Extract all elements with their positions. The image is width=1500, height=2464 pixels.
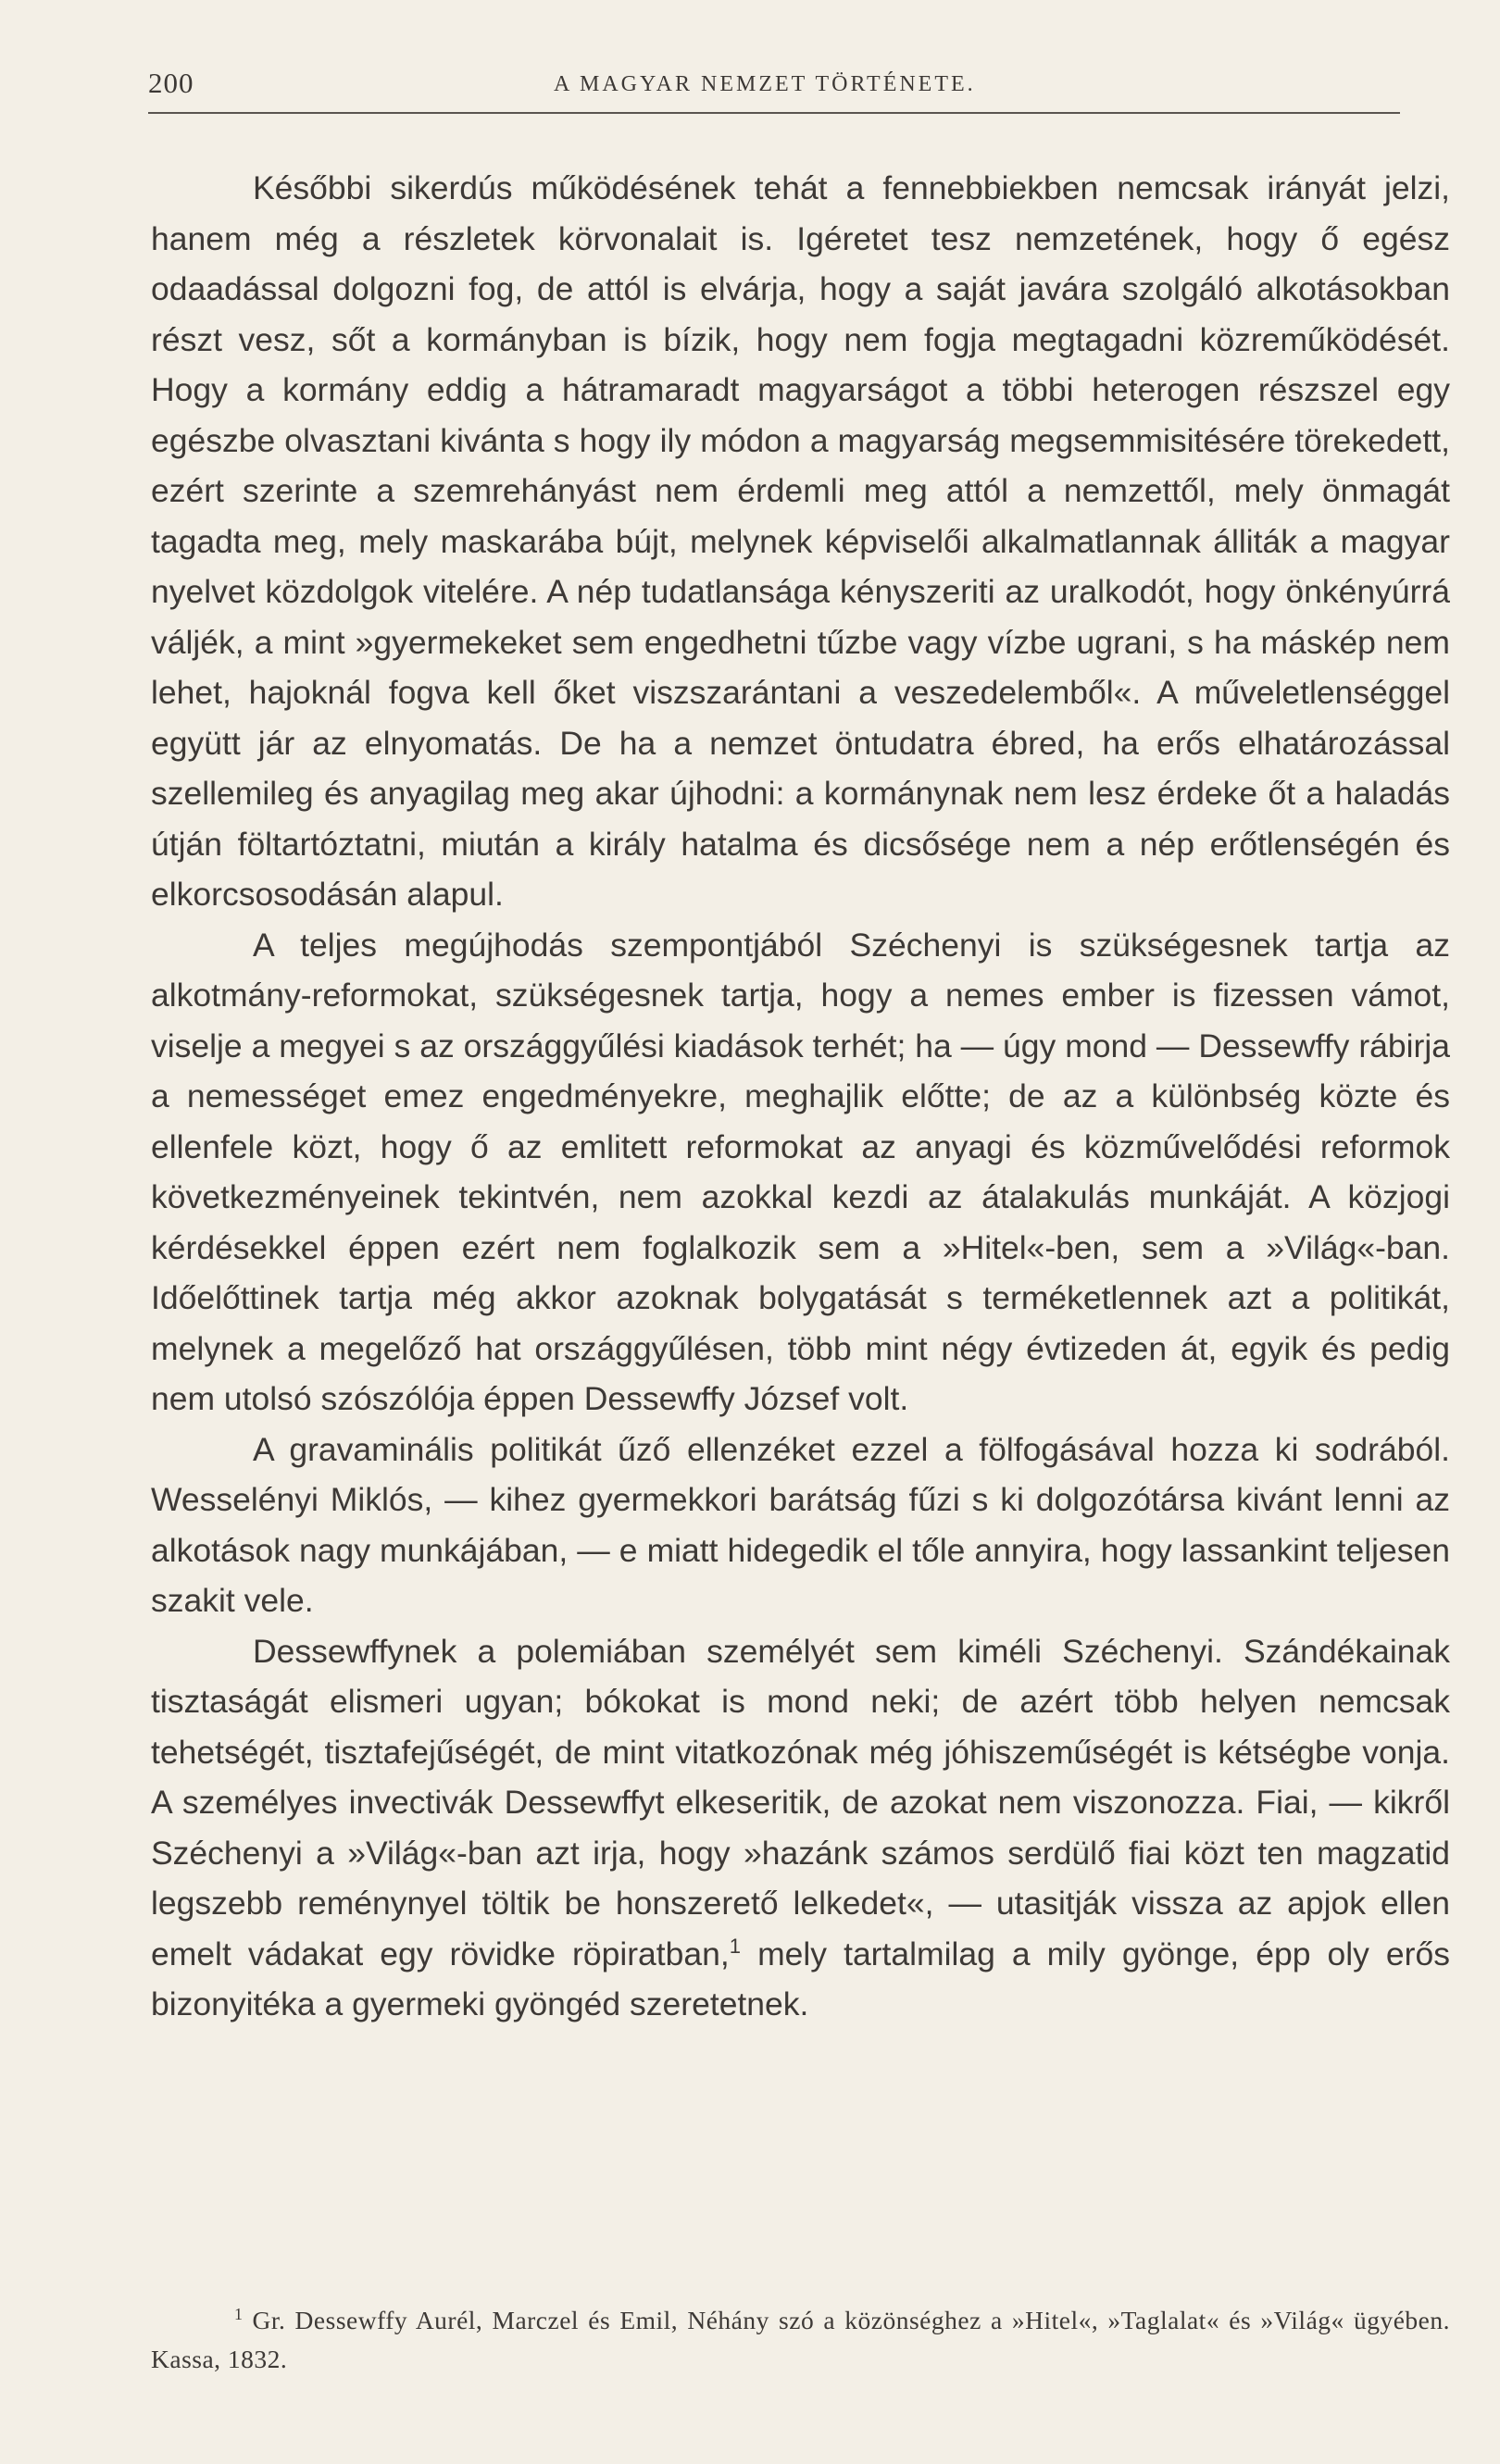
page-header [148,67,1444,113]
body-text [151,163,1450,2030]
paragraph-text: Dessewffynek a polemiában személyét sem kiméli Széchenyi. Szándékainak tisztaságát elismeri ugyan; bókokat is mond neki; de azért több helyen nemcsak tehetségét, tisztafejűségét, de mint vitatkozónak még jóhiszeműségét is kétségbe vonja. A személyes invectivák Dessewffyt elkeseritik, de azokat nem viszonozza. Fiai, — kikről Széchenyi a »Világ«-ban azt irja, hogy »hazánk számos serdülő fiai közt ten magzatid legszebb reménynyel töltik be honszerető lelkedet«, — utasitják vissza az apjok ellen emelt vádakat egy rövidke röpiratban, [151,1632,1450,1972]
footnote-reference: 1 [729,1934,742,1958]
paragraph [151,1626,1450,2030]
running-title: A MAGYAR NEMZET TÖRTÉNETE. [554,72,976,96]
paragraph: Későbbi sikerdús működésének tehát a fennebbiekben nemcsak irányát jelzi, hanem még a részletek körvonalait is. Igéretet tesz nemzetének, hogy ő egész odaadással dolgozni fog, de attól is elvárja, hogy a saját javára szolgáló alkotásokban részt vesz, sőt a kormányban is bízik, hogy nem fogja megtagadni közreműködését. Hogy a kormány eddig a hátramaradt magyarságot a többi heterogen részszel egy egészbe olvasztani kivánta s hogy ily módon a magyarság megsemmisitésére törekedett, ezért szerinte a szemrehányást nem érdemli meg attól a nemzettől, mely önmagát tagadta meg, mely maskarába bújt, melynek képviselői alkalmatlannak álliták a magyar nyelvet közdolgok vitelére. A nép tudatlansága kényszeriti az uralkodót, hogy önkényúrrá váljék, a mint »gyermekeket sem engedhetni tűzbe vagy vízbe ugrani, s ha máskép nem lehet, hajoknál fogva kell őket viszszarántani a veszedelemből«. A műveletlenséggel együtt jár az elnyomatás. De ha a nemzet öntudatra ébred, ha erős elhatározással szellemileg és anyagilag meg akar újhodni: a kormánynak nem lesz érdeke őt a haladás útján föltartóztatni, miután a király hatalma és dicsősége nem a nép erőtlenségén és elkorcsosodásán alapul. [151,169,1450,913]
paragraph-text: mely tartalmilag a mily gyönge, épp oly erős bizonyitéka a gyermeki gyöngéd szeretetnek. [151,1935,1450,2022]
paragraph: A teljes megújhodás szempontjából Széchenyi is szükségesnek tartja az alkotmány-reformokat, szükségesnek tartja, hogy a nemes ember is fizessen vámot, viselje a megyei s az országgyűlési kiadások terhét; ha — úgy mond — Dessewffy rábirja a nemességet emez engedményekre, meghajlik előtte; de az a különbség közte és ellenfele közt, hogy ő az emlitett reformokat az anyagi és közművelődési reformok következményeinek tekintvén, nem azokkal kezdi az átalakulás munkáját. A közjogi kérdésekkel éppen ezért nem foglalkozik sem a »Hitel«-ben, sem a »Világ«-ban. Időelőttinek tartja még akkor azoknak bolygatását s terméketlennek azt a politikát, melynek a megelőző hat országgyűlésen, több mint négy évtizeden át, egyik és pedig nem utolsó szószólója éppen Dessewffy József volt. [151,926,1450,1417]
paragraph: A gravaminális politikát űző ellenzéket ezzel a fölfogásával hozza ki sodrából. Wesselényi Miklós, — kihez gyermekkori barátság fűzi s ki dolgozótársa kivánt lenni az alkotások nagy munkájában, — e miatt hidegedik el tőle annyira, hogy lassankint teljesen szakit vele. [151,1430,1450,1619]
footnote-mark: 1 [234,2304,244,2323]
header-rule [148,112,1400,114]
footnote-text [151,2301,1450,2379]
footnote [151,2301,1450,2379]
page-number: 200 [148,67,194,99]
footnote-body: Gr. Dessewffy Aurél, Marczel és Emil, Néhány szó a közönséghez a »Hitel«, »Taglalat« és »Világ« ügyében. Kassa, 1832. [151,2306,1450,2373]
